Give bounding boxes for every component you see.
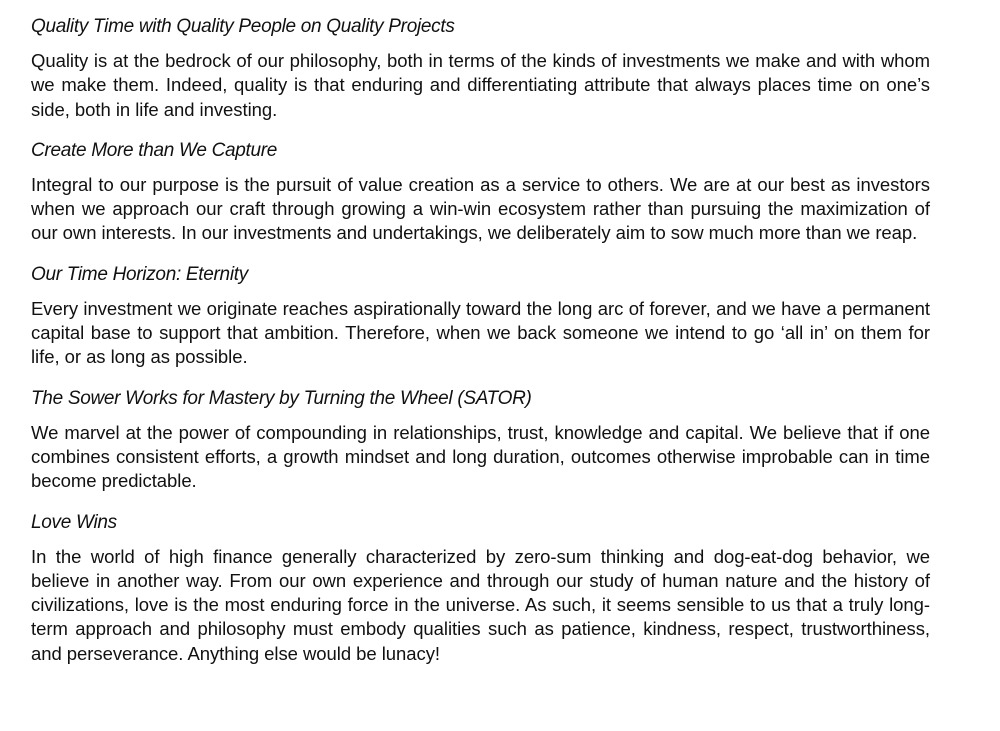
section-heading: The Sower Works for Mastery by Turning the Wheel (SATOR) <box>31 387 532 409</box>
section-quality-time <box>31 14 930 122</box>
section-heading: Love Wins <box>31 511 117 533</box>
section-paragraph: Integral to our purpose is the pursuit of value creation as a service to others. We are at our best as investors when we approach our craft through growing a win-win ecosystem rather than pursuing the maximization of our own interests. In our investments and undertakings, we deliberately aim to sow much more than we reap. <box>31 173 930 244</box>
section-heading: Quality Time with Quality People on Quality Projects <box>31 16 455 37</box>
section-heading: Create More than We Capture <box>31 139 278 161</box>
section-paragraph: Quality is at the bedrock of our philosophy, both in terms of the kinds of investments we make and with whom we make them. Indeed, quality is that enduring and differentiating attribute that always places time on one’s side, both in life and investing. <box>31 50 930 120</box>
section-create-more <box>31 138 930 246</box>
section-love-wins <box>31 510 930 666</box>
section-paragraph: We marvel at the power of compounding in relationships, trust, knowledge and capital. We believe that if one combines consistent efforts, a growth mindset and long duration, outcomes otherwise improbable can in time become predictable. <box>31 421 930 492</box>
section-sator <box>31 386 930 494</box>
section-heading: Our Time Horizon: Eternity <box>31 263 248 285</box>
section-paragraph: In the world of high finance generally characterized by zero-sum thinking and dog-eat-dog behavior, we believe in another way. From our own experience and through our study of human nature and the history of civilizations, love is the most enduring force in the universe. As such, it seems sensible to us that a truly long-term approach and philosophy must embody qualities such as patience, kindness, respect, trustworthiness, and perseverance. Anything else would be lunacy! <box>31 545 930 664</box>
section-time-horizon <box>31 262 930 370</box>
section-paragraph: Every investment we originate reaches aspirationally toward the long arc of forever, and we have a permanent capital base to support that ambition. Therefore, when we back someone we intend to go ‘all in’ on them for life, or as long as possible. <box>31 297 930 368</box>
